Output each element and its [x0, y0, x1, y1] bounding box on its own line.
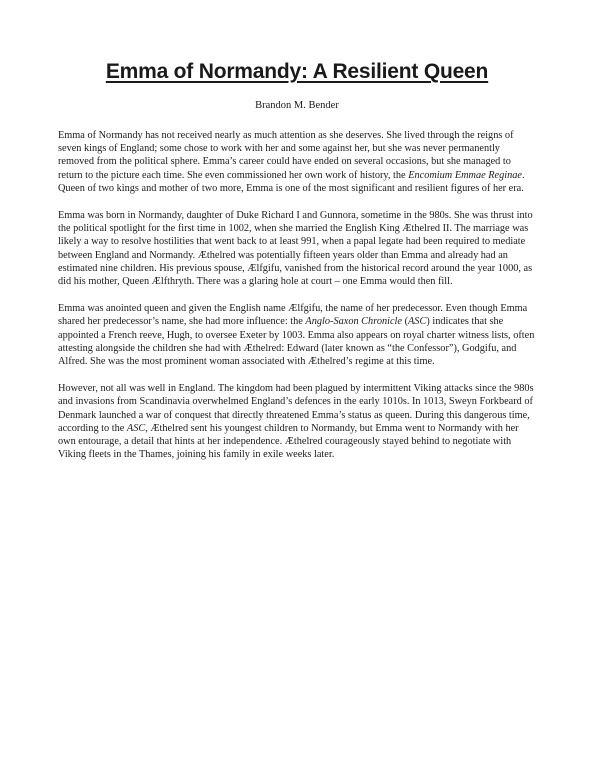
paragraph-2-text: Emma was born in Normandy, daughter of Duke Richard I and Gunnora, sometime in the 980s. She was thrust into the political spotlight for the first time in 1002, when she married the English King Æthelred II. The marriage was likely a way to resolve hostilities that went back to at least 991, when a papal legate had been required to mediate between England and Normandy. Æthelred was potentially fifteen years older than Emma and already had an estimated nine children. His previous spouse, Ælfgifu, vanished from the historical record around the year 1000, as did his mother, Queen Ælfthryth. There was a glaring hole at court – one Emma would then fill. [58, 210, 533, 288]
paragraph-4-italic-asc: ASC [126, 422, 146, 434]
paragraph-3 [58, 302, 536, 368]
paragraph-1-text-a: Emma of Normandy has not received nearly as much attention as she deserves. She lived through the reigns of seven kings of England; some chose to work with her and some against her, but she was never permanently removed from the political sphere. Emma’s career could have ended on several occasions, but she managed to return to the picture each time. She even commissioned her own work of history, the [58, 130, 514, 181]
paragraph-3-italic-chronicle: Anglo-Saxon Chronicle [305, 316, 402, 328]
paragraph-4 [58, 382, 536, 461]
paragraph-4-text-a: However, not all was well in England. The kingdom had been plagued by intermittent Viking attacks since the 980s and invasions from Scandinavia overwhelmed England’s defences in the early 1010s. In 1013, Sweyn Forkbeard of Denmark launched a war of conquest that directly threatened Emma’s status as queen. During this dangerous time, according to the [58, 383, 534, 434]
paragraph-1-italic-title: Encomium Emmae Reginae [408, 169, 523, 181]
paragraph-3-text-a: Emma was anointed queen and given the English name Ælfgifu, the name of her predecessor. Even though Emma shared her predecessor’s name, she had more influence: the [58, 303, 528, 328]
document-title: Emma of Normandy: A Resilient Queen [105, 60, 489, 83]
paragraph-3-text-c: ) indicates that she appointed a French reeve, Hugh, to oversee Exeter by 1003. Emma also appears on royal charter witness lists, often attesting alongside the children she had with Æthelred: Edward (later known as “the Confessor”), Godgifu, and Alfred. She was the most prominent woman associated with Æthelred’s regime at this time. [58, 316, 535, 368]
paragraph-4-text-b: , Æthelred sent his youngest children to Normandy, but Emma went to Normandy with her own entourage, a detail that hints at her independence. Æthelred courageously stayed behind to negotiate with Viking fleets in the Thames, joining his family in exile weeks later. [58, 422, 519, 461]
paragraph-3-text-b: ( [402, 316, 409, 328]
paragraph-1-text-b: . Queen of two kings and mother of two more, Emma is one of the most significant and resilient figures of her era. [58, 169, 525, 194]
paragraph-3-italic-asc: ASC [408, 316, 427, 328]
paragraph-1 [58, 129, 536, 195]
paragraph-2 [58, 209, 536, 288]
document-author: Brandon M. Bender [255, 100, 339, 111]
